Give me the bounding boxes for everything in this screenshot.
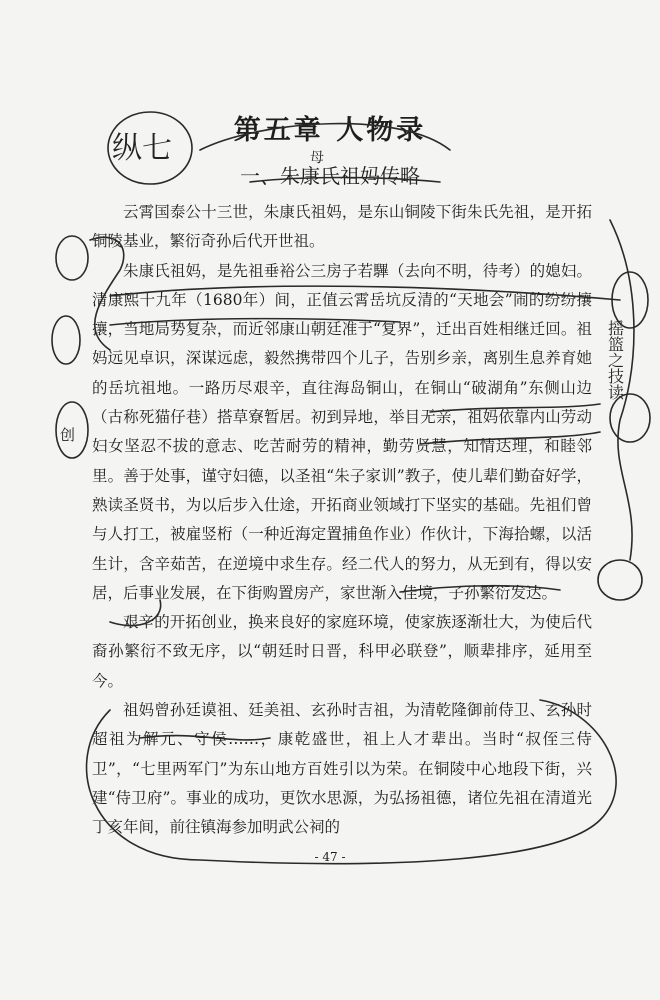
handwritten-chapter-prefix: 纵七 — [112, 131, 172, 166]
left-circle-2 — [52, 316, 80, 364]
paragraph-2: 朱康氏祖妈，是先祖垂裕公三房子若驆（去向不明，待考）的媳妇。清康熙十九年（1680年）间，正值云霄岳坑反清的“天地会”闹的纷纷攘攘，当地局势复杂，而近邻康山朝廷准于“复界”，迁出百姓相继迁回。祖妈远见卓识，深谋远虑，毅然携带四个儿子，告别乡亲，离别生息养育她的岳坑祖地。一路历尽艰辛，直往海岛铜山，在铜山“破湖角”东侧山边（古称死猫仔巷）搭草寮暂居。初到异地，举目无亲，祖妈依靠内山劳动妇女坚忍不拔的意志、吃苦耐劳的精神，勤劳贤慧，知情达理，和睦邻里。善于处事，谨守妇德，以圣祖“朱子家训”教子，使儿辈们勤奋好学，熟读圣贤书，为以后步入仕途，开拓商业领域打下坚实的基础。先祖们曾与人打工，被雇竖桁（一种近海定置捕鱼作业）作伙计，下海拾螺，以活生计，含辛茹苦，在逆境中求生存。经二代人的努力，从无到有，得以安居，后事业发展，在下街购置房产，家世渐入佳境，子孙繁衍发达。 — [92, 261, 592, 602]
right-circle-2 — [610, 394, 650, 442]
right-circle-3 — [598, 560, 642, 600]
left-circle-3 — [56, 402, 88, 458]
right-bracket — [610, 220, 634, 560]
chapter-title: 第五章 人物录 — [233, 115, 427, 146]
body-text — [92, 198, 592, 843]
handwritten-section-mark: 母 — [310, 150, 324, 166]
page-number: - 47 - — [314, 850, 346, 864]
handwritten-margin-left: 创 — [60, 426, 76, 444]
paragraph-1: 云霄国泰公十三世，朱康氏祖妈，是东山铜陵下街朱氏先祖，是开拓铜陵基业，繁衍奇孙后代开世祖。 — [92, 203, 592, 251]
right-circle-1 — [612, 272, 648, 328]
handwritten-margin-right: 摇篮之技读 — [605, 320, 625, 400]
left-circle-1 — [56, 236, 88, 280]
paragraph-3: 艰辛的开拓创业，换来良好的家庭环境，使家族逐渐壮大，为使后代裔孙繁衍不致无序，以“朝廷时日晋，科甲必联登”，顺辈排序，延用至今。 — [92, 613, 592, 690]
section-title: 一、朱康氏祖妈传略 — [240, 164, 420, 188]
paragraph-4: 祖妈曾孙廷谟祖、廷美祖、玄孙时吉祖，为清乾隆御前侍卫、玄孙时超祖为解元、守侯……，康乾盛世，祖上人才辈出。当时“叔侄三侍卫”，“七里两军门”为东山地方百姓引以为荣。在铜陵中心地段下街，兴建“侍卫府”。事业的成功，更饮水思源，为弘扬祖德，诸位先祖在清道光丁亥年间，前往镇海参加明武公祠的 — [92, 701, 592, 837]
